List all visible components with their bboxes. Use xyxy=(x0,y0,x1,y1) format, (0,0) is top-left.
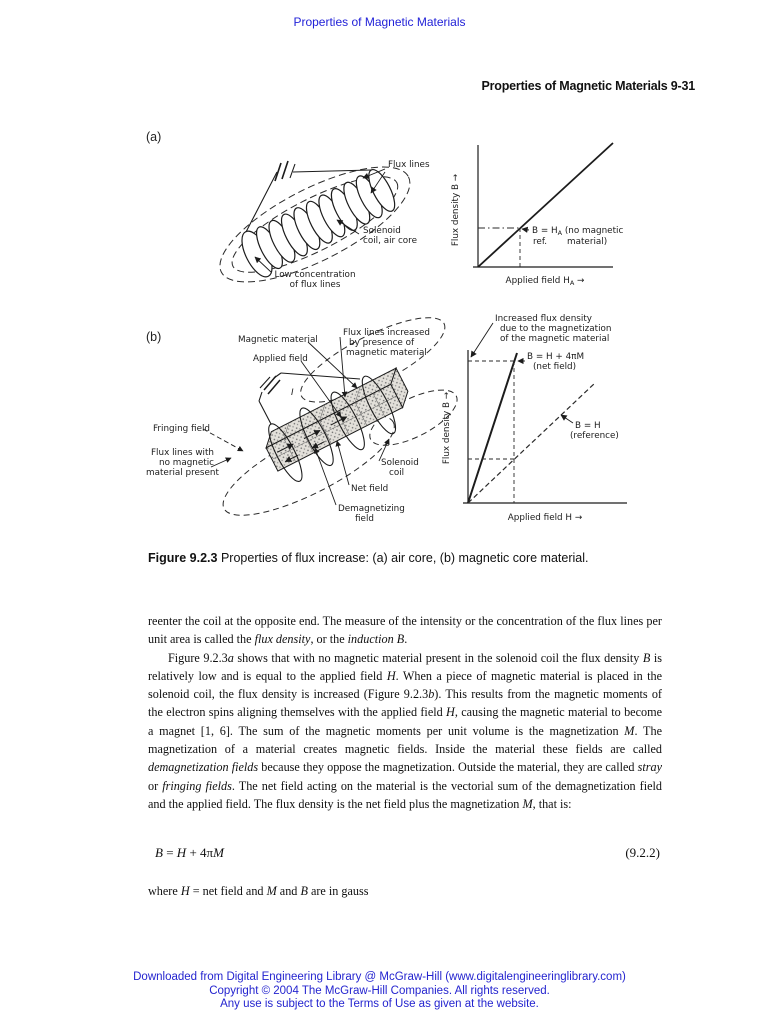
line-b-equals-ha xyxy=(478,143,613,267)
figure-caption xyxy=(148,551,668,565)
solenoid-label-1: Solenoid xyxy=(363,226,401,236)
fringing-field-label: Fringing field xyxy=(153,424,211,434)
flux-no-material-label-1: Flux lines with xyxy=(151,448,214,458)
equation-number: (9.2.2) xyxy=(625,845,660,860)
line-annotation-1: $B = H_A$ (no magnetic xyxy=(532,226,624,237)
figure-caption-number: Figure 9.2.3 xyxy=(148,551,218,565)
flux-no-material-label-3: material present xyxy=(146,468,219,478)
y-axis-label: Flux density B → xyxy=(442,391,452,465)
footer-line-1: Downloaded from Digital Engineering Library @ McGraw-Hill (www.digitalengineeringlibrary.com) xyxy=(133,971,626,983)
x-axis-label: Applied field H → xyxy=(507,513,583,523)
low-concentration-label-1: Low concentration xyxy=(274,270,356,280)
magnetic-material-label: Magnetic material xyxy=(238,335,318,345)
low-concentration-label-2: of flux lines xyxy=(289,280,341,290)
increased-flux-annotation-3: of the magnetic material xyxy=(500,334,610,344)
equation-row xyxy=(155,845,660,861)
figure-part-a-label: (a) xyxy=(146,130,162,144)
where-clause: where H = net field and M and B are in gauss xyxy=(148,884,369,898)
equation-expression: B = H + 4πM xyxy=(155,845,224,860)
line-annotation-ref: ref. xyxy=(533,237,548,247)
solenoid-label-2: coil, air core xyxy=(363,236,418,246)
net-field-annotation-1: B = H + 4πM xyxy=(527,352,585,362)
x-axis-label: Applied field $H_A$ → xyxy=(505,276,585,287)
net-field-annotation-2: (net field) xyxy=(533,362,577,372)
line-annotation-material: material) xyxy=(567,237,608,247)
axes xyxy=(463,350,627,503)
footer-line-2: Copyright © 2004 The McGraw-Hill Companies. All rights reserved. xyxy=(209,984,550,997)
reference-annotation-1: B = H xyxy=(575,421,601,431)
flux-increased-label-3: magnetic material xyxy=(346,348,427,358)
figure-caption-text: Properties of flux increase: (a) air core, (b) magnetic core material. xyxy=(217,551,589,565)
net-field-label: Net field xyxy=(351,484,389,494)
body-text xyxy=(148,612,662,813)
running-header: Properties of Magnetic Materials 9-31 xyxy=(481,79,695,93)
flux-increased-label-1: Flux lines increased xyxy=(343,328,430,338)
increased-flux-annotation-1: Increased flux density xyxy=(495,314,592,324)
coil-turns xyxy=(236,164,401,281)
diagram-magnetic-core xyxy=(143,315,448,535)
flux-no-material-label-2: no magnetic xyxy=(159,458,215,468)
figure-part-b-label: (b) xyxy=(146,330,162,344)
chapter-link[interactable]: Properties of Magnetic Materials xyxy=(293,15,466,29)
demagnetizing-label-1: Demagnetizing xyxy=(338,504,405,514)
paragraph-2: Figure 9.2.3a shows that with no magnetic material present in the solenoid coil the flux density B is relatively low and is equal to the applied field H. When a piece of magnetic material is placed in the solenoid coil, the flux density is increased (Figure 9.2.3b). This results from the magnetic moments of the electron spins aligning themselves with the applied field H, causing the magnetic material to become a magnet [1, 6]. The sum of the magnetic moments per unit volume is the magnetization M. The magnetization of a material creates magnetic fields. Inside the material these fields are called demagnetization fields because they oppose the magnetization. Outside the material, they are called stray or fringing fields. The net field acting on the material is the vectorial sum of the demagnetization field and the applied field. The flux density is the net field plus the magnetization M, that is: xyxy=(148,650,663,811)
solenoid-coil-label-1: Solenoid xyxy=(381,458,419,468)
reference-annotation-2: (reference) xyxy=(570,431,619,441)
graph-air-core xyxy=(445,140,645,290)
solenoid-coil-label-2: coil xyxy=(389,468,405,478)
demagnetizing-label-2: field xyxy=(355,514,374,524)
footer-line-3: Any use is subject to the Terms of Use as given at the website. xyxy=(220,998,539,1011)
applied-field-label: Applied field xyxy=(253,354,308,364)
current-label: I xyxy=(291,388,294,398)
flux-increased-label-2: by presence of xyxy=(349,338,415,348)
graph-magnetic-core xyxy=(437,303,647,538)
diagram-solenoid-air-core xyxy=(215,136,455,306)
flux-lines-label: Flux lines xyxy=(388,160,430,170)
paragraph-1: reenter the coil at the opposite end. The measure of the intensity or the concentration of the flux lines per unit area is called the flux density, or the induction B. xyxy=(148,614,662,647)
y-axis-label: Flux density B → xyxy=(451,173,461,247)
increased-flux-annotation-2: due to the magnetization xyxy=(500,324,612,334)
footer xyxy=(0,971,759,1012)
